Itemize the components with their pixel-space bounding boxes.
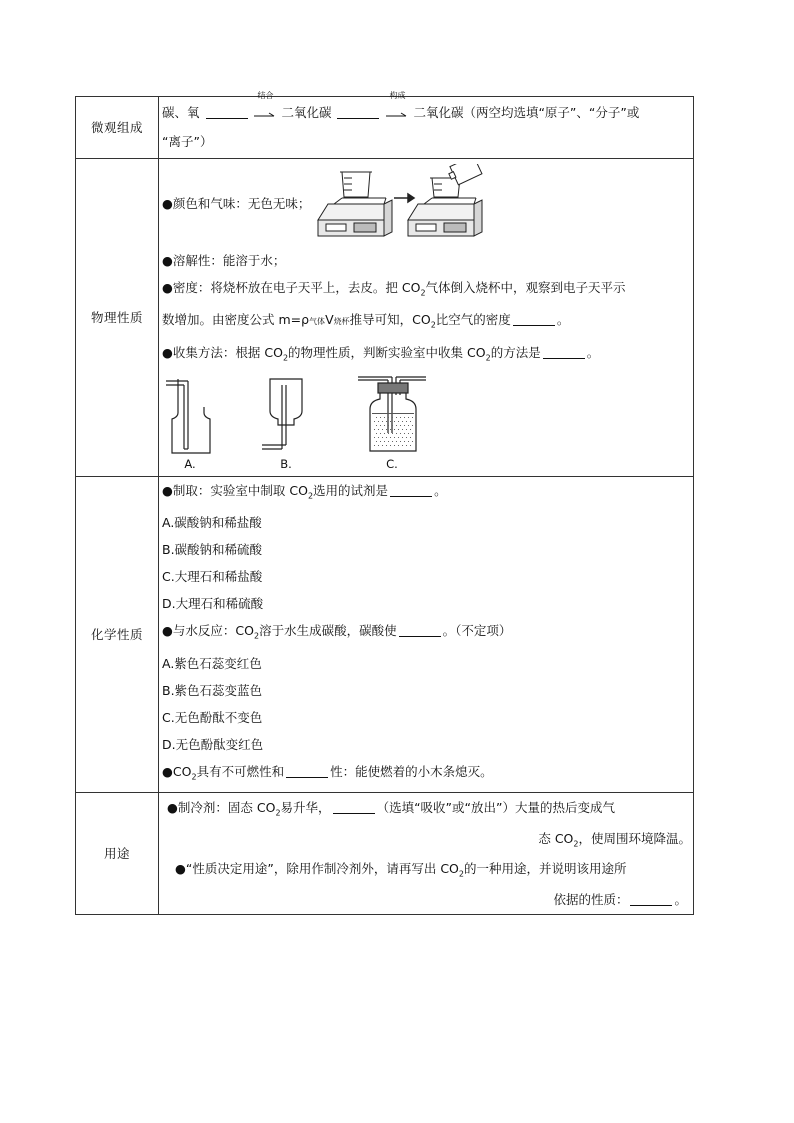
co2-sub: 2 [275,808,281,818]
co2-properties-table [75,90,694,915]
other-use-text-d: 。 [674,891,687,907]
micro-blank-1[interactable] [206,104,248,119]
solubility-text: ●溶解性：能溶于水； [162,252,286,268]
apparatus-a-label: A. [184,457,196,471]
apparatus-b [260,377,312,471]
micro-line2: “离子”） [162,133,213,149]
prep-text-c: 。 [434,482,447,498]
density-text-2d: 比空气的密度 [435,312,511,327]
water-option-d[interactable]: D.无色酚酞变红色 [162,736,264,752]
other-use-text-a: ●“性质决定用途”，除用作制冷剂外，请再写出 CO [175,861,459,876]
apparatus-c [356,373,428,471]
coolant-text-e: ，使周围环境降温。 [578,830,691,846]
density-text-2a: 数增加。由密度公式 m=ρ [162,312,310,327]
prep-text-b: 选用的试剂是 [313,482,389,498]
density-text-1b: 气体倒入烧杯中，观察到电子天平示 [425,279,626,295]
label-chemical: 化学性质 [76,476,159,793]
water-option-a[interactable]: A.紫色石蕊变红色 [162,655,262,671]
cell-physical [159,158,694,476]
collect-text-d: 。 [586,344,600,360]
apparatus-a [164,377,216,471]
prep-option-b[interactable]: B.碳酸钠和稀硫酸 [162,542,263,557]
co2-sub: 2 [420,288,426,297]
coolant-text-d: 态 CO [538,830,574,846]
row-micro [76,97,694,159]
water-text-a: ●与水反应：CO [162,623,254,638]
water-text-c: 。（不定项） [442,623,512,638]
water-blank[interactable] [399,622,441,637]
density-sub-gas: 气体 [309,317,326,326]
collect-text-c: 的方法是 [490,344,541,360]
water-option-b[interactable]: B.紫色石蕊变蓝色 [162,682,263,698]
balance-beaker-illustration [314,164,486,244]
coolant-text-c: （选填“吸收”或“放出”）大量的热后变成气 [376,800,615,815]
co2-sub: 2 [458,869,464,879]
co2-sub: 2 [307,491,314,500]
co2-sub: 2 [485,353,491,362]
density-text-1a: ●密度：将烧杯放在电子天平上，去皮。把 CO [162,279,421,295]
micro-end: 二氧化碳（两空均选填“原子”、“分子”或 [413,105,640,120]
arrow-compose: 构成 [385,100,409,128]
row-physical [76,158,694,476]
label-uses: 用途 [76,793,159,915]
micro-mid: 二氧化碳 [281,105,332,120]
cell-uses [159,793,694,915]
co2-sub: 2 [191,772,197,781]
collect-text-a: ●收集方法：根据 CO [162,344,283,360]
apparatus-c-label: C. [386,457,398,471]
water-text-b: 溶于水生成碳酸，碳酸使 [259,623,397,638]
co2-sub: 2 [430,320,436,330]
burn-text-b: 具有不可燃性和 [196,763,285,779]
row-chemical [76,476,694,793]
co2-sub: 2 [282,353,289,362]
prep-option-c[interactable]: C.大理石和稀盐酸 [162,569,263,584]
co2-sub: 2 [573,839,579,848]
co2-sub: 2 [253,631,260,641]
row-uses [76,793,694,915]
cell-chemical [159,476,694,793]
other-use-blank[interactable] [630,891,672,906]
cell-micro [159,90,694,159]
micro-blank-2[interactable] [337,104,379,119]
water-displacement-bottle-icon [356,373,428,455]
burn-blank[interactable] [286,763,328,778]
label-micro: 微观组成 [76,97,159,159]
other-use-text-b: 的一种用途，并说明该用途所 [464,861,627,876]
prep-text-a: ●制取：实验室中制取 CO [162,482,308,498]
density-text-2b: V [325,312,334,327]
density-text-2e: 。 [556,312,570,327]
water-option-c[interactable]: C.无色酚酞不变色 [162,709,263,725]
density-blank[interactable] [513,311,555,326]
other-use-text-c: 依据的性质： [553,891,629,907]
density-sub-beaker: 烧杯 [333,317,350,326]
prep-option-a[interactable]: A.碳酸钠和稀盐酸 [162,515,262,530]
collect-blank[interactable] [543,344,585,359]
coolant-blank[interactable] [333,799,375,814]
prep-blank[interactable] [390,482,432,497]
collect-text-b: 的物理性质，判断实验室中收集 CO [288,344,486,360]
arrow-combine: 结合 [253,100,277,128]
burn-text-c: 性：能使燃着的小木条熄灭。 [330,763,493,779]
label-physical: 物理性质 [76,158,159,476]
burn-text-a: ●CO [162,763,192,779]
downward-air-bottle-icon [260,377,312,455]
coolant-text-b: 易升华， [280,800,331,815]
prep-option-d[interactable]: D.大理石和稀硫酸 [162,596,264,611]
coolant-text-a: ●制冷剂：固态 CO [167,800,276,815]
density-text-2c: 推导可知，CO [349,312,431,327]
collection-apparatus-row [164,373,691,471]
color-odor-text: ●颜色和气味：无色无味； [162,196,311,211]
apparatus-b-label: B. [280,457,292,471]
upward-air-bottle-icon [164,377,216,455]
micro-start: 碳、氧 [162,105,200,120]
